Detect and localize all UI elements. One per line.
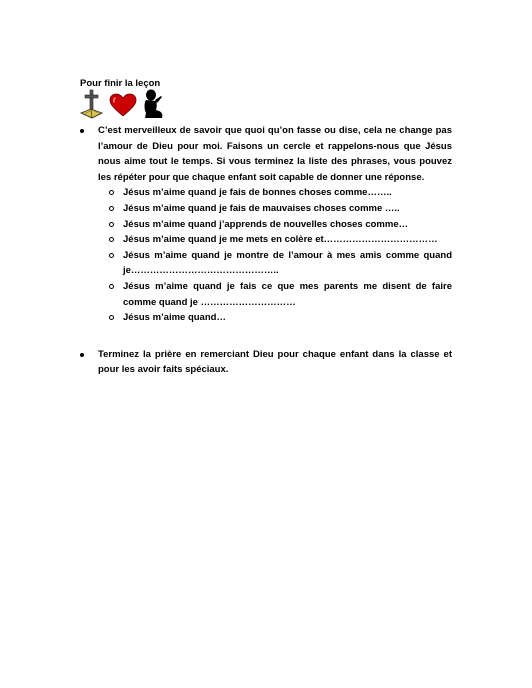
sub-list-text: Jésus m’aime quand… [123, 312, 226, 324]
bullet-text: Terminez la prière en remerciant Dieu pour chaque enfant dans la classe et pour les avoir faits spéciaux. [98, 348, 452, 376]
sub-list-item [109, 248, 452, 279]
sub-list-item [109, 185, 452, 201]
list-item [80, 123, 452, 185]
circle-bullet-icon [109, 190, 114, 195]
lesson-content [80, 123, 452, 378]
heart-icon [109, 93, 137, 117]
cross-bible-icon [80, 89, 104, 119]
icon-row [80, 89, 170, 119]
sub-list-item [109, 232, 452, 248]
sentence-list [80, 185, 452, 325]
bullet-text: C’est merveilleux de savoir que quoi qu’on fasse ou dise, cela ne change pas l’amour de Dieu pour moi. Faisons un cercle et rappelons-nous que Jésus nous aime tout le temps. Si vous terminez la liste des phrases, vous pouvez les répéter pour que chaque enfant soit capable de donner une réponse. [98, 125, 452, 183]
paragraph-spacer [80, 326, 452, 347]
circle-bullet-icon [109, 315, 114, 320]
sub-list-text: Jésus m’aime quand je fais de mauvaises choses comme ….. [123, 202, 400, 214]
circle-bullet-icon [109, 237, 114, 242]
list-item [80, 347, 452, 378]
sub-list-item [109, 279, 452, 310]
sub-list-item [109, 310, 452, 326]
sub-list-text: Jésus m’aime quand je montre de l’amour à mes amis comme quand je……………………………………….. [123, 249, 452, 277]
sub-list-text: Jésus m’aime quand je me mets en colère et……………………………… [123, 234, 438, 246]
praying-child-icon [142, 89, 166, 119]
sub-list-text: Jésus m’aime quand je fais de bonnes choses comme…….. [123, 187, 392, 199]
circle-bullet-icon [109, 206, 114, 211]
sub-list-text: Jésus m’aime quand je fais ce que mes parents me disent de faire comme quand je ………………………… [123, 280, 452, 308]
circle-bullet-icon [109, 222, 114, 227]
bullet-icon [80, 129, 84, 133]
sub-list-text: Jésus m’aime quand j’apprends de nouvelles choses comme… [123, 218, 409, 230]
section-heading: Pour finir la leçon [80, 78, 161, 89]
sub-list-item [109, 217, 452, 233]
circle-bullet-icon [109, 284, 114, 289]
bullet-icon [80, 353, 84, 357]
circle-bullet-icon [109, 253, 114, 258]
sub-list-item [109, 201, 452, 217]
